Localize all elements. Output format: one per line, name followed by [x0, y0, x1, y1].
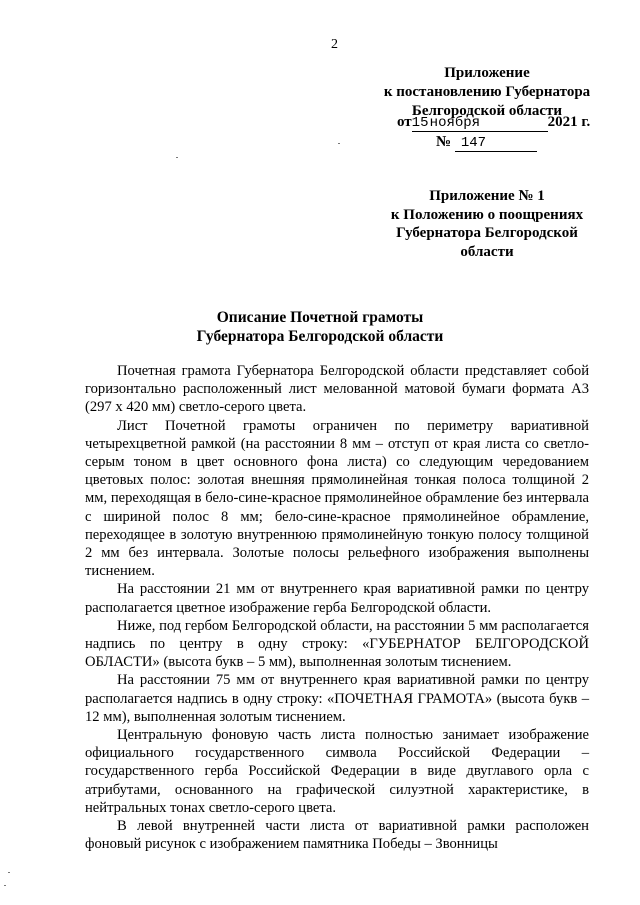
paragraph: В левой внутренней части листа от вариативной рамки расположен фоновый рисунок с изображением памятника Победы – Звонницы: [85, 818, 589, 853]
number-prefix: №: [436, 134, 452, 150]
paragraph: Почетная грамота Губернатора Белгородской области представляет собой горизонтально расположенный лист мелованной матовой бумаги формата А3 (297 х 420 мм) светло-серого цвета.: [85, 363, 589, 416]
document-body: [85, 362, 589, 853]
appendix-1-regulation: к Положению о поощрениях: [390, 206, 584, 223]
appendix-1-region: области: [460, 243, 514, 260]
date-year: 2021 г.: [547, 114, 591, 130]
date-prefix: от: [397, 114, 412, 130]
appendix-title: Приложение: [444, 65, 530, 81]
appendix-decree-line: к постановлению Губернатора: [383, 84, 591, 100]
paragraph: Центральную фоновую часть листа полностью занимает изображение официального государственного символа Российской Федерации – государственного герба Российской Федерации в виде двуглавого орла с атрибутами, основанного на графической силуэтной характеристике, в нейтральных тонах светло-серого цвета.: [85, 727, 589, 816]
date-day: 15: [411, 115, 429, 131]
paragraph: Лист Почетной грамоты ограничен по периметру вариативной четырехцветной рамкой (на расстоянии 8 мм – отступ от края листа со светло-серым тоном в цвет основного фона листа) со следующим чередованием цветовых полос: золотая внешняя прямолинейная тонкая полоса толщиной 2 мм, переходящая в бело-сине-красное прямолинейное обрамление без интервала с шириной полос 8 мм; бело-сине-красное прямолинейное обрамление, переходящее в золотую внутреннюю прямолинейную тонкую полосу толщиной 2 мм без интервала. Золотые полосы рельефного изображения выполнены тиснением.: [85, 417, 589, 580]
document-title: [0, 308, 640, 346]
decree-date: [397, 114, 590, 132]
appendix-1-governor: Губернатора Белгородской: [396, 225, 578, 241]
document-title-line-2: Губернатора Белгородской области: [196, 328, 444, 345]
appendix-region-line: Белгородской области: [411, 103, 563, 119]
document-title-line-1: Описание Почетной грамоты: [216, 309, 424, 326]
scan-speck: [4, 885, 6, 886]
appendix-1-header: [360, 187, 614, 261]
number-value: 147: [455, 136, 537, 152]
scan-speck: [338, 143, 340, 144]
date-month: ноября: [426, 116, 548, 132]
paragraph: Ниже, под гербом Белгородской области, на расстоянии 5 мм располагается надпись по центру в одну строку: «ГУБЕРНАТОР БЕЛГОРОДСКОЙ ОБЛАСТИ» (высота букв – 5 мм), выполненная золотым тиснением.: [85, 617, 589, 671]
appendix-1-title: Приложение № 1: [429, 188, 545, 204]
paragraph: На расстоянии 75 мм от внутреннего края вариативной рамки по центру располагается надпись в одну строку: «ПОЧЕТНАЯ ГРАМОТА» (высота букв – 12 мм), выполненная золотым тиснением.: [85, 672, 589, 725]
paragraph: На расстоянии 21 мм от внутреннего края вариативной рамки по центру располагается цветное изображение герба Белгородской области.: [85, 581, 589, 616]
scan-speck: [8, 872, 10, 873]
decree-number: [436, 134, 537, 152]
appendix-header: [360, 64, 614, 121]
page-number: 2: [331, 37, 338, 52]
scan-speck: [176, 157, 178, 158]
